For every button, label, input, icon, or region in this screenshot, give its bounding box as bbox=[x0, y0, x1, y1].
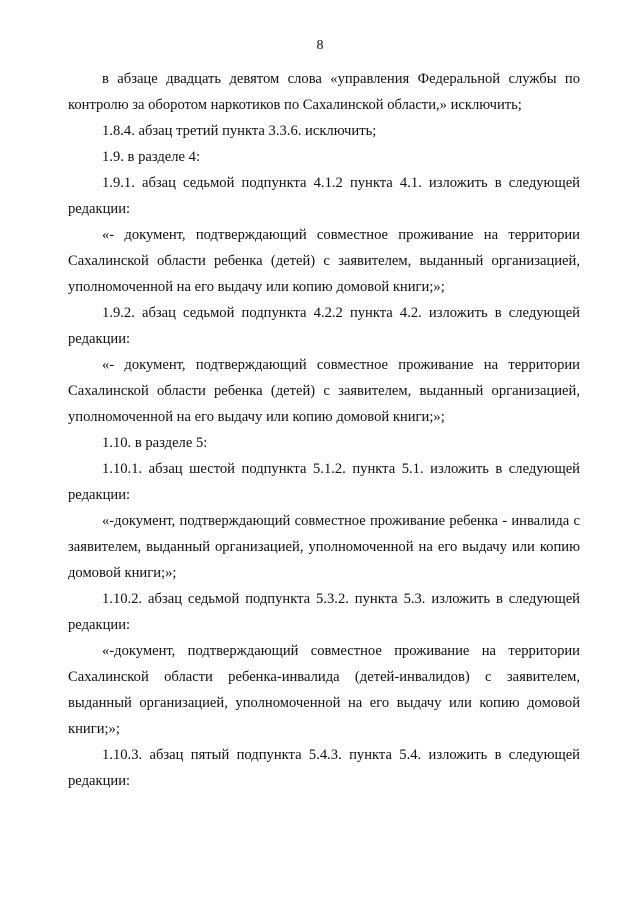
paragraph-1: в абзаце двадцать девятом слова «управления Федеральной службы по контролю за оборотом наркотиков по Сахалинской области,» исключить; bbox=[68, 71, 580, 113]
paragraph-13: 1.10.3. абзац пятый подпункта 5.4.3. пункта 5.4. изложить в следующей редакции: bbox=[68, 747, 580, 789]
paragraph-4: 1.9.1. абзац седьмой подпункта 4.1.2 пункта 4.1. изложить в следующей редакции: bbox=[68, 175, 580, 217]
paragraph-10: «-документ, подтверждающий совместное проживание ребенка - инвалида с заявителем, выданный организацией, уполномоченной на его выдачу или копию домовой книги;»; bbox=[68, 513, 580, 581]
paragraph-6: 1.9.2. абзац седьмой подпункта 4.2.2 пункта 4.2. изложить в следующей редакции: bbox=[68, 305, 580, 347]
paragraph-2: 1.8.4. абзац третий пункта 3.3.6. исключить; bbox=[102, 123, 377, 139]
paragraph-7: «- документ, подтверждающий совместное проживание на территории Сахалинской области ребенка (детей) с заявителем, выданный организацией, уполномоченной на его выдачу или копию домовой книги;»; bbox=[68, 357, 580, 425]
paragraph-11: 1.10.2. абзац седьмой подпункта 5.3.2. пункта 5.3. изложить в следующей редакции: bbox=[68, 591, 580, 633]
paragraph-3: 1.9. в разделе 4: bbox=[102, 149, 201, 165]
paragraph-5: «- документ, подтверждающий совместное проживание на территории Сахалинской области ребенка (детей) с заявителем, выданный организацией, уполномоченной на его выдачу или копию домовой книги;»; bbox=[68, 227, 580, 295]
paragraph-9: 1.10.1. абзац шестой подпункта 5.1.2. пункта 5.1. изложить в следующей редакции: bbox=[68, 461, 580, 503]
paragraph-12: «-документ, подтверждающий совместное проживание на территории Сахалинской области ребенка-инвалида (детей-инвалидов) с заявителем, выданный организацией, уполномоченной на его выдачу или копию домовой книги;»; bbox=[68, 643, 580, 737]
page-number: 8 bbox=[316, 38, 324, 53]
paragraph-8: 1.10. в разделе 5: bbox=[102, 435, 208, 451]
document-body bbox=[68, 66, 580, 794]
